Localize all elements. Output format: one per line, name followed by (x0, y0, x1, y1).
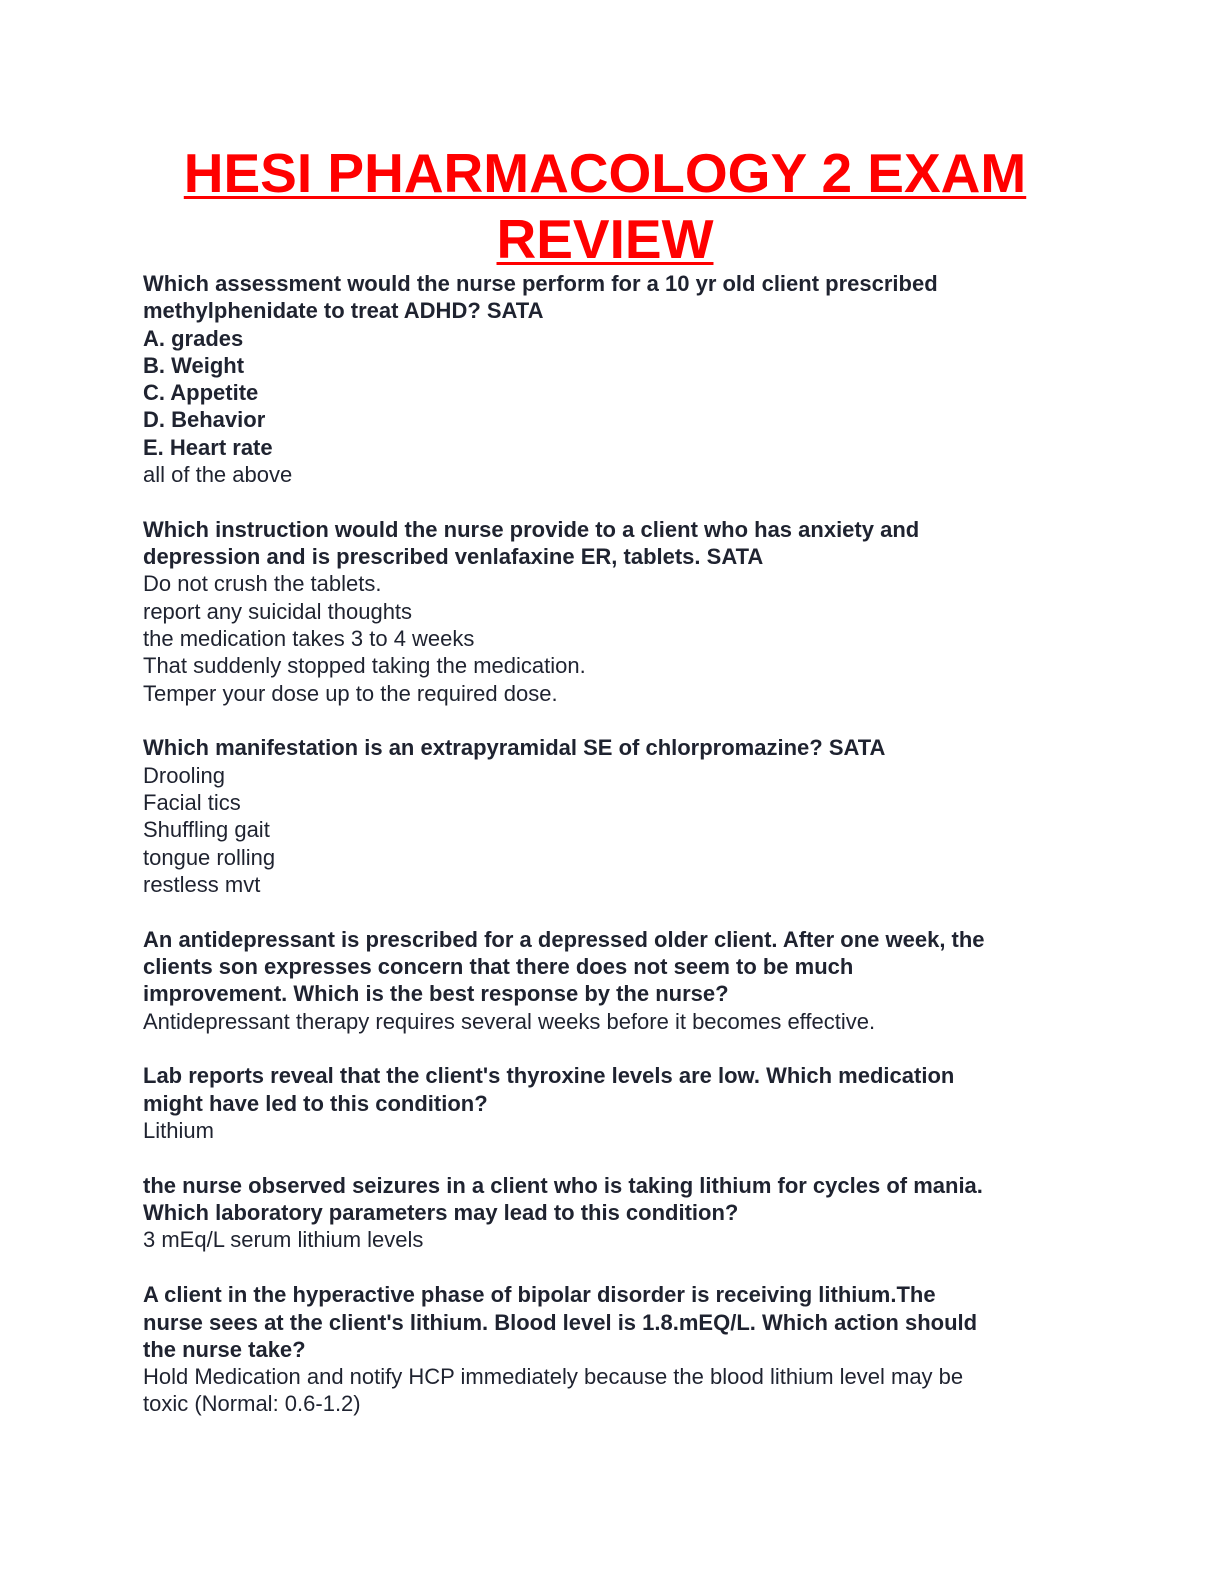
option-b: B. Weight (143, 352, 245, 378)
title-line-2: REVIEW (496, 208, 714, 270)
qa-block (143, 1172, 1083, 1254)
page-title (0, 140, 1210, 272)
question-line: Which assessment would the nurse perform for a 10 yr old client prescribed (143, 271, 938, 296)
answer-line: That suddenly stopped taking the medication. (143, 653, 586, 679)
answer-line: Facial tics (143, 790, 241, 816)
answer-line: Hold Medication and notify HCP immediately because the blood lithium level may be (143, 1364, 964, 1390)
question-line: nurse sees at the client's lithium. Blood level is 1.8.mEQ/L. Which action should (143, 1309, 978, 1335)
question-line: improvement. Which is the best response by the nurse? (143, 981, 729, 1007)
question-line: the nurse take? (143, 1336, 306, 1362)
qa-block (143, 1281, 1083, 1417)
qa-block (143, 734, 1083, 898)
answer-line: the medication takes 3 to 4 weeks (143, 626, 475, 652)
answer-line: Lithium (143, 1118, 214, 1144)
question-line: An antidepressant is prescribed for a depressed older client. After one week, the (143, 926, 985, 952)
answer-line: Do not crush the tablets. (143, 571, 382, 597)
answer-line: toxic (Normal: 0.6-1.2) (143, 1391, 361, 1417)
option-d: D. Behavior (143, 407, 266, 433)
question-line: Which laboratory parameters may lead to this condition? (143, 1200, 739, 1226)
question-line: depression and is prescribed venlafaxine ER, tablets. SATA (143, 544, 764, 570)
qa-block (143, 926, 1083, 1035)
qa-block (143, 1062, 1083, 1144)
question-line: Which manifestation is an extrapyramidal SE of chlorpromazine? SATA (143, 735, 886, 761)
answer-line: Shuffling gait (143, 817, 270, 843)
answer-line: report any suicidal thoughts (143, 598, 413, 624)
question-line: might have led to this condition? (143, 1090, 488, 1116)
qa-block (143, 516, 1083, 707)
qa-list (143, 270, 1083, 1445)
question-line: methylphenidate to treat ADHD? SATA (143, 298, 544, 324)
answer-line: Antidepressant therapy requires several weeks before it becomes effective. (143, 1008, 876, 1034)
option-c: C. Appetite (143, 380, 259, 406)
answer-line: restless mvt (143, 871, 261, 897)
answer-line: all of the above (143, 462, 293, 488)
answer-line: 3 mEq/L serum lithium levels (143, 1227, 424, 1253)
question-line: the nurse observed seizures in a client who is taking lithium for cycles of mania. (143, 1172, 983, 1198)
question-line: A client in the hyperactive phase of bipolar disorder is receiving lithium.The (143, 1282, 936, 1308)
answer-line: Drooling (143, 762, 225, 788)
question-line: clients son expresses concern that there does not seem to be much (143, 954, 854, 980)
option-e: E. Heart rate (143, 434, 273, 460)
qa-block (143, 270, 1083, 488)
question-line: Lab reports reveal that the client's thyroxine levels are low. Which medication (143, 1063, 955, 1089)
question-line: Which instruction would the nurse provide to a client who has anxiety and (143, 516, 920, 542)
answer-line: Temper your dose up to the required dose. (143, 680, 558, 706)
option-a: A. grades (143, 325, 244, 351)
answer-line: tongue rolling (143, 844, 276, 870)
title-line-1: HESI PHARMACOLOGY 2 EXAM (183, 142, 1027, 204)
